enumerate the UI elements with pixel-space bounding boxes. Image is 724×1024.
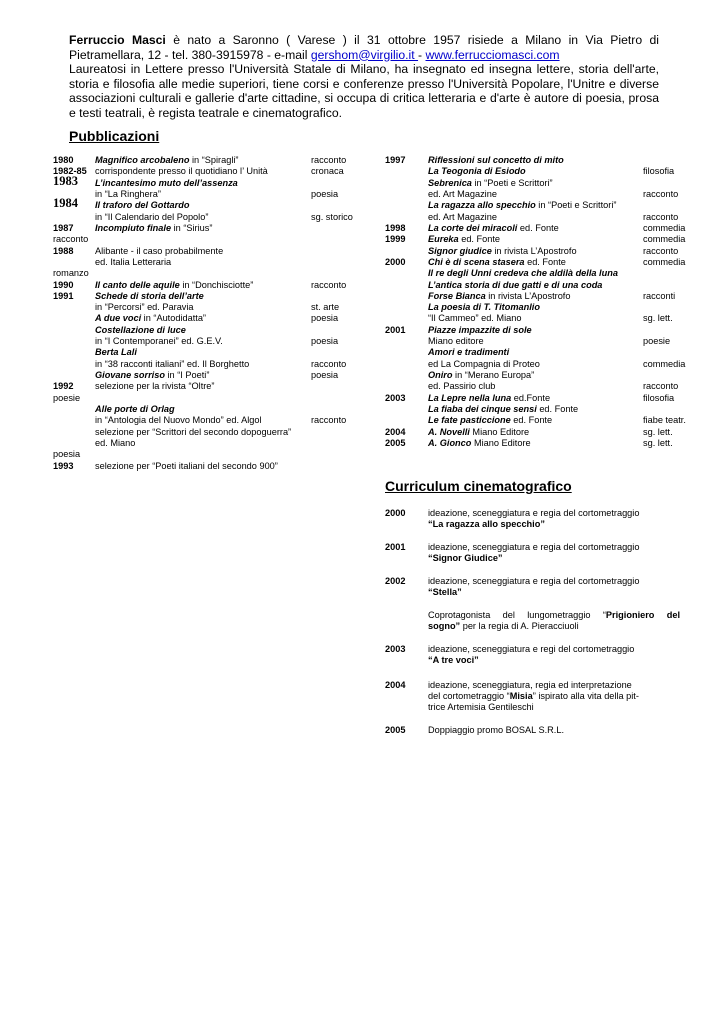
email-link[interactable]: gershom@virgilio.it — [310, 47, 419, 62]
publication-text: Chi è di scena stasera — [428, 256, 525, 267]
publication-entry — [95, 155, 238, 166]
publication-category: poesia — [311, 313, 339, 324]
publication-entry — [428, 313, 521, 324]
publication-text: ed La Compagnia di Proteo — [428, 358, 540, 369]
publication-entry — [428, 404, 578, 415]
publication-text: “Il Cammeo” ed. Miano — [428, 313, 522, 324]
publication-text: ed. Passirio club — [428, 381, 496, 392]
curriculum-line — [428, 702, 680, 713]
curriculum-text: Misia — [509, 691, 533, 701]
publication-entry — [428, 427, 529, 438]
publication-text: in “Autodidatta” — [141, 313, 206, 324]
publication-entry — [95, 313, 206, 324]
publication-entry — [428, 257, 566, 268]
publication-category: racconto — [311, 415, 347, 426]
publication-entry — [95, 336, 223, 347]
publication-entry — [95, 381, 214, 392]
publication-category: fiabe teatr. — [643, 415, 686, 426]
publication-year: 1984 — [53, 196, 78, 211]
publication-entry — [428, 359, 540, 370]
publication-entry — [95, 280, 253, 291]
curriculum-year: 2004 — [385, 680, 406, 690]
publication-text: Il traforo del Gottardo — [95, 200, 190, 211]
curriculum-text: ideazione, sceneggiatura e regia del cortometraggio — [428, 576, 640, 586]
publication-entry — [95, 325, 186, 336]
curriculum-text: trice Artemisia Gentileschi — [428, 702, 534, 712]
publication-category: racconto — [311, 279, 347, 290]
publication-text: in “Il Calendario del Popolo” — [95, 211, 209, 222]
publication-year: 2000 — [385, 256, 406, 267]
publication-text: La ragazza allo specchio — [428, 200, 536, 211]
publication-category: commedia — [643, 358, 686, 369]
publication-text: Riflessioni sul concetto di mito — [428, 155, 564, 165]
publication-text: Schede di storia dell’arte — [95, 290, 204, 301]
publication-entry — [95, 200, 189, 211]
publication-category: racconto — [643, 245, 679, 256]
publication-entry — [95, 359, 249, 370]
publication-year: 1998 — [385, 222, 406, 233]
curriculum-line — [428, 519, 680, 530]
publication-text: ed. Art Magazine — [428, 188, 497, 199]
publication-text: ed. Miano — [95, 438, 136, 448]
publication-text: ed. Fonte — [536, 404, 579, 415]
publication-year: 1982-85 — [53, 166, 87, 177]
publication-text: Eureka — [428, 234, 459, 245]
publication-text: Costellazione di luce — [95, 324, 186, 335]
publication-category: filosofia — [643, 166, 675, 177]
publication-text: in rivista L’Apostrofo — [491, 245, 577, 256]
publication-text: in “I Poeti” — [164, 370, 210, 381]
publication-year: 1992 — [53, 381, 74, 392]
curriculum-description — [428, 542, 680, 564]
publication-entry — [95, 461, 278, 472]
publication-category: poesia — [311, 336, 339, 347]
publication-year: 1980 — [53, 155, 74, 165]
publication-text: in “Merano Europa” — [452, 370, 535, 381]
publication-year: racconto — [53, 234, 89, 245]
publication-entry — [428, 302, 540, 313]
publication-category: commedia — [643, 234, 686, 245]
curriculum-text: “La ragazza allo specchio” — [428, 519, 545, 529]
curriculum-line — [428, 576, 680, 587]
publication-text: in rivista L’Apostrofo — [485, 290, 571, 301]
publication-year: 1999 — [385, 234, 406, 245]
publication-category: sg. lett. — [643, 438, 673, 448]
biography-intro — [69, 33, 659, 121]
curriculum-text: ” ispirato alla vita della pit- — [532, 691, 639, 701]
publication-category: sg. storico — [311, 211, 353, 222]
publication-entry — [428, 381, 495, 392]
publication-text: ed. Fonte — [524, 256, 566, 267]
publication-entry — [428, 234, 500, 245]
publication-text: in “Percorsi” ed. Paravia — [95, 302, 194, 313]
curriculum-line — [428, 542, 680, 553]
publication-entry — [428, 155, 564, 166]
publication-entry — [95, 246, 223, 257]
publication-text: Sebrenica — [428, 177, 472, 188]
publication-entry — [95, 438, 135, 449]
publication-entry — [428, 393, 550, 404]
curriculum-line — [428, 680, 680, 691]
publication-entry — [95, 223, 212, 234]
publication-entry — [428, 336, 484, 347]
curriculum-text: sogno” — [428, 621, 461, 631]
publication-entry — [428, 189, 497, 200]
publication-text: A due voci — [95, 313, 142, 324]
publication-entry — [428, 370, 534, 381]
publication-entry — [95, 302, 194, 313]
publication-text: in “La Ringhera” — [95, 188, 161, 199]
publication-text: A. Gionco — [428, 438, 472, 448]
publication-text: Alle porte di Orlag — [95, 404, 175, 415]
publication-entry — [95, 291, 204, 302]
publication-entry — [95, 370, 209, 381]
curriculum-line — [428, 610, 680, 621]
publication-entry — [428, 268, 618, 279]
publication-year: 1997 — [385, 155, 406, 165]
publication-entry — [95, 404, 175, 415]
curriculum-description — [428, 644, 680, 666]
publication-text: in “I Contemporanei” ed. G.E.V. — [95, 336, 223, 347]
publication-year: 2001 — [385, 324, 406, 335]
publication-text: Forse Bianca — [428, 290, 486, 301]
publication-category: racconti — [643, 290, 676, 301]
publication-text: Amori e tradimenti — [428, 347, 510, 358]
publication-text: L’incantesimo muto dell’assenza — [95, 177, 238, 188]
link-separator: - — [418, 47, 426, 62]
curriculum-text: per la regia di A. Pieracciuoli — [460, 621, 579, 631]
publication-text: Miano editore — [428, 336, 484, 347]
publication-entry — [95, 347, 137, 358]
publication-entry — [428, 291, 570, 302]
publication-year: 1991 — [53, 290, 74, 301]
publication-text: ed. Fonte — [458, 234, 501, 245]
publication-text: La Lepre nella luna — [428, 392, 512, 403]
publication-text: selezione per “Poeti italiani del secondo 900” — [95, 460, 278, 471]
publication-text: ed. Italia Letteraria — [95, 256, 172, 267]
publication-text: La poesia di T. Titomanlio — [428, 302, 540, 313]
publication-category: commedia — [643, 222, 686, 233]
publication-text: Il re degli Unni credeva che aldilà della luna — [428, 268, 618, 279]
curriculum-line — [428, 553, 680, 564]
publication-year: poesia — [53, 449, 81, 460]
publication-text: Magnifico arcobaleno — [95, 155, 190, 165]
author-name: Ferruccio Masci — [69, 33, 166, 47]
website-link[interactable]: www.ferrucciomasci.com — [425, 47, 560, 62]
publication-entry — [428, 246, 577, 257]
publication-text: La Teogonia di Esiodo — [428, 166, 526, 177]
publication-year: 2005 — [385, 438, 406, 448]
curriculum-description — [428, 680, 680, 713]
publication-year: 1988 — [53, 245, 74, 256]
publication-entry — [95, 427, 291, 438]
publication-text: Berta Lali — [95, 347, 137, 358]
publication-text: Alibante - il caso probabilmente — [95, 245, 224, 256]
publication-category: racconto — [311, 155, 347, 165]
curriculum-heading: Curriculum cinematografico — [385, 478, 572, 494]
publication-entry — [95, 415, 262, 426]
publication-year: 2003 — [385, 392, 406, 403]
publication-entry — [428, 325, 532, 336]
publication-text: in “Antologia del Nuovo Mondo” ed. Algol — [95, 415, 262, 426]
publication-year: 2004 — [385, 426, 406, 437]
curriculum-text: “Signor Giudice” — [428, 553, 503, 563]
curriculum-text: Doppiaggio promo BOSAL S.R.L. — [428, 725, 565, 735]
publication-entry — [95, 257, 171, 268]
publication-text: ed. Art Magazine — [428, 211, 497, 222]
publication-category: filosofia — [643, 392, 675, 403]
curriculum-description — [428, 610, 680, 632]
curriculum-description — [428, 508, 680, 530]
curriculum-line — [428, 725, 680, 736]
publication-text: ed.Fonte — [511, 392, 551, 403]
publication-text: Il canto delle aquile — [95, 279, 180, 290]
publication-category: poesia — [311, 188, 339, 199]
curriculum-text: del cortometraggio “ — [428, 691, 510, 701]
curriculum-text: ideazione, sceneggiatura e regia del cortometraggio — [428, 542, 640, 552]
curriculum-text: ideazione, sceneggiatura, regia ed interpretazione — [428, 680, 632, 690]
curriculum-year: 2000 — [385, 508, 406, 518]
publication-text: Giovane sorriso — [95, 370, 165, 381]
curriculum-text: “Stella” — [428, 587, 462, 597]
publication-entry — [428, 178, 553, 189]
publication-entry — [95, 212, 208, 223]
publication-text: ed. Fonte — [517, 222, 559, 233]
publication-text: Signor giudice — [428, 245, 492, 256]
publication-text: A. Novelli — [428, 426, 470, 437]
publication-text: Miano Editore — [471, 438, 531, 448]
publication-year: 1990 — [53, 279, 74, 290]
publication-year: 1987 — [53, 222, 74, 233]
publication-category: racconto — [311, 358, 347, 369]
publication-entry — [428, 200, 616, 211]
publication-category: st. arte — [311, 302, 340, 313]
curriculum-text: “A tre voci” — [428, 655, 479, 665]
publication-year: 1983 — [53, 173, 78, 188]
publication-category: poesia — [311, 370, 339, 381]
publication-text: La corte dei miracoli — [428, 222, 518, 233]
publication-entry — [428, 223, 559, 234]
curriculum-text: ideazione, sceneggiatura e regi del cortometraggio — [428, 644, 635, 654]
publication-year: poesie — [53, 392, 81, 403]
publication-category: cronaca — [311, 166, 344, 177]
curriculum-line — [428, 621, 680, 632]
contact-details: è nato a Saronno ( Varese ) il 31 ottobre 1957 risiede a Milano in Via Pietro di Pietramellara, 12 - tel. 380-3915978 - e-mail — [69, 33, 659, 62]
curriculum-year: 2002 — [385, 576, 406, 586]
publication-text: selezione per la rivista “Oltre” — [95, 381, 215, 392]
publication-text: Incompiuto finale — [95, 222, 172, 233]
publication-text: La fiaba dei cinque sensi — [428, 404, 537, 415]
curriculum-line — [428, 655, 680, 666]
publication-text: Le fate pasticcione — [428, 415, 511, 426]
publication-entry — [428, 166, 526, 177]
publication-text: Miano Editore — [469, 426, 530, 437]
curriculum-text: Coprotagonista del lungometraggio “ — [428, 610, 606, 620]
publication-category: racconto — [643, 381, 679, 392]
publication-text: Piazze impazzite di sole — [428, 324, 532, 335]
publication-category: racconto — [643, 211, 679, 222]
publication-entry — [428, 280, 602, 291]
curriculum-text: ideazione, sceneggiatura e regia del cortometraggio — [428, 508, 640, 518]
curriculum-line — [428, 587, 680, 598]
publication-text: in “38 racconti italiani” ed. Il Borghetto — [95, 358, 250, 369]
publication-entry — [95, 178, 238, 189]
publication-entry — [428, 347, 509, 358]
publication-category: commedia — [643, 256, 686, 267]
curriculum-description — [428, 725, 680, 736]
publication-year: romanzo — [53, 268, 89, 279]
publication-entry — [95, 166, 268, 177]
biography-paragraph: Laureatosi in Lettere presso l'Università Statale di Milano, ha insegnato ed insegna lettere, storia dell'arte, storia e filosofia alle medie superiori, tiene corsi e conferenze presso l'Università Popolare, l'Unitre e diverse associazioni culturali e gallerie d'arte cittadine, si occupa di critica letteraria e d'arte è autore di poesia, prosa e testi teatrali, è regista teatrale e cinematografico. — [69, 62, 659, 120]
publication-text: in “Poeti e Scrittori” — [471, 177, 553, 188]
publication-text: in “Poeti e Scrittori” — [535, 200, 617, 211]
publication-category: poesie — [643, 336, 671, 347]
publication-text: in “Donchisciotte” — [179, 279, 254, 290]
publication-text: Oniro — [428, 370, 453, 381]
publication-text: ed. Fonte — [510, 415, 553, 426]
curriculum-line — [428, 691, 680, 702]
publication-text: selezione per “Scrittori del secondo dopoguerra” — [95, 426, 292, 437]
curriculum-year: 2001 — [385, 542, 406, 552]
pubblicazioni-heading: Pubblicazioni — [69, 128, 160, 144]
publication-text: in “Sirius” — [171, 222, 213, 233]
contact-paragraph — [69, 33, 659, 62]
curriculum-year: 2005 — [385, 725, 406, 735]
publication-text: in “Spiragli” — [189, 155, 239, 165]
curriculum-description — [428, 576, 680, 598]
publication-text: corrispondente presso il quotidiano l’ Unità — [95, 166, 268, 177]
curriculum-line — [428, 644, 680, 655]
publication-text: L’antica storia di due gatti e di una coda — [428, 279, 603, 290]
publication-year: 1993 — [53, 460, 74, 471]
publication-category: sg. lett. — [643, 313, 673, 324]
publication-category: racconto — [643, 188, 679, 199]
curriculum-year: 2003 — [385, 644, 406, 654]
curriculum-text: Prigioniero del — [605, 610, 681, 620]
publication-entry — [428, 415, 552, 426]
publication-category: sg. lett. — [643, 426, 673, 437]
publication-entry — [428, 212, 497, 223]
publication-entry — [95, 189, 161, 200]
publication-entry — [428, 438, 531, 449]
curriculum-line — [428, 508, 680, 519]
